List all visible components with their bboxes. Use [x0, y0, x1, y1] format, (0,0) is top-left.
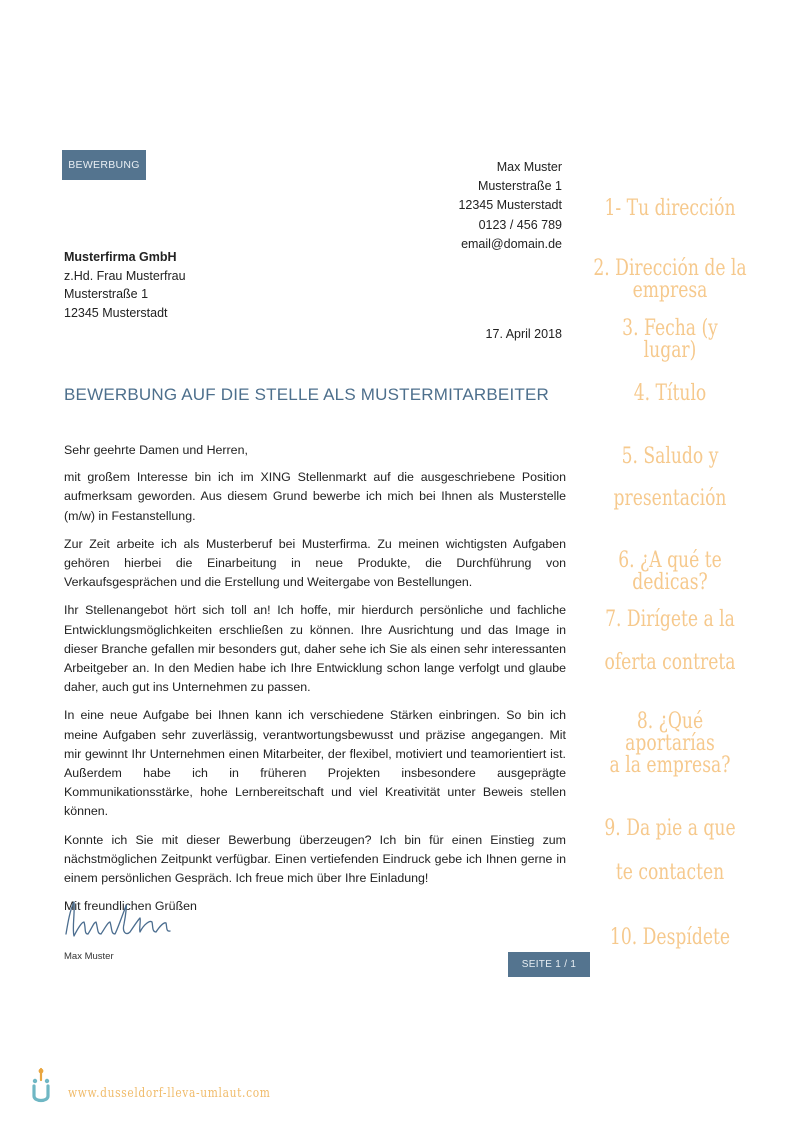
annotation-sender-address: 1- Tu dirección [604, 196, 736, 221]
sender-address [458, 158, 562, 254]
sender-email: email@domain.de [461, 236, 562, 251]
page-number-badge [508, 952, 590, 977]
annotation-address-offer: 7. Dirígete a la [605, 607, 735, 632]
annotation-contribution: 8. ¿Qué aportarías [625, 709, 715, 756]
document-tag [62, 150, 146, 180]
sender-phone: 0123 / 456 789 [478, 217, 562, 232]
annotation-occupation: 6. ¿A qué te dedicas? [618, 548, 722, 595]
annotation-company-address: 2. Dirección de la empresa [593, 256, 747, 303]
recipient-attention: z.Hd. Frau Musterfrau [64, 268, 186, 283]
annotation-title: 4. Título [633, 381, 707, 406]
letter-body [64, 441, 566, 925]
body-paragraph-offer: Ihr Stellenangebot hört sich toll an! Ich hoffe, mir hierdurch persönliche und fachliche Entwicklungsmöglichkeiten erschließen zu können. Ihre Ausrichtung und das Image in dieser Branche gefallen mir besonders gut, daher sehe ich Sie als einen sehr interessanten Arbeitgeber an. In den Medien habe ich Ihre Entwicklung schon lange verfolgt und glaube daher, auch gut ins Unternehmen zu passen. [64, 603, 566, 695]
document-tag-label: BEWERBUNG [68, 159, 140, 171]
page-number-label: SEITE 1 / 1 [521, 959, 577, 970]
annotation-contact: 9. Da pie a que [604, 816, 736, 841]
recipient-company: Musterfirma GmbH [64, 250, 177, 264]
salutation: Sehr geehrte Damen und Herren, [64, 443, 248, 457]
annotation-farewell: 10. Despídete [609, 925, 731, 950]
letter-subject: BEWERBUNG AUF DIE STELLE ALS MUSTERMITARBEITER [64, 385, 549, 404]
body-paragraph-strengths: In eine neue Aufgabe bei Ihnen kann ich verschiedene Stärken einbringen. So bin ich meine Aufgaben sehr zuverlässig, verantwortungsbewusst und präzise angegangen. Mit mir gewinnt Ihr Unternehmen einen Mitarbeiter, der flexibel, motiviert und teamorientiert ist. Außerdem habe ich in früheren Projekten insbesondere ausgeprägte Kommunikationsstärke, hohe Lernbereitschaft und viel Kreativität unter Beweis stellen können. [64, 708, 566, 819]
recipient-street: Musterstraße 1 [64, 287, 149, 302]
annotation-greeting-cont: presentación [613, 486, 727, 511]
signature-name: Max Muster [64, 951, 114, 962]
letter-date: 17. April 2018 [485, 327, 562, 341]
recipient-city: 12345 Musterstadt [64, 305, 168, 320]
annotation-address-offer-cont: oferta contreta [604, 650, 736, 675]
handwritten-signature [60, 892, 190, 944]
closing-phrase: Mit freundlichen Grüßen [64, 899, 197, 914]
body-paragraph-current-job: Zur Zeit arbeite ich als Musterberuf bei Musterfirma. Zu meinen wichtigsten Aufgaben gehören hierbei die Einarbeitung in neue Produkte, die Durchführung von Verkaufsgesprächen und die Erstellung und Weitergabe von Bestellungen. [64, 536, 566, 590]
annotation-contribution-cont: a la empresa? [609, 753, 731, 778]
annotation-greeting: 5. Saludo y [621, 444, 719, 469]
umlaut-logo-icon [30, 1067, 52, 1105]
sender-name: Max Muster [496, 160, 562, 174]
recipient-address [64, 248, 186, 322]
sender-city: 12345 Musterstadt [458, 198, 562, 213]
sender-street: Musterstraße 1 [477, 179, 562, 194]
footer-website-link[interactable]: www.dusseldorf-lleva-umlaut.com [68, 1086, 271, 1101]
body-paragraph-closing-request: Konnte ich Sie mit dieser Bewerbung überzeugen? Ich bin für einen Einstieg zum nächstmöglichen Zeitpunkt verfügbar. Einen vertiefenden Eindruck gebe ich Ihnen gerne in einem persönlichen Gespräch. Ich freue mich über Ihre Einladung! [64, 832, 566, 886]
annotation-contact-cont: te contacten [615, 860, 725, 885]
annotation-date: 3. Fecha (y lugar) [622, 316, 718, 363]
body-paragraph-intro: mit großem Interesse bin ich im XING Stellenmarkt auf die ausgeschriebene Position aufmerksam geworden. Aus diesem Grund bewerbe ich mich bei Ihnen als Musterstelle (m/w) in Festanstellung. [64, 470, 566, 523]
